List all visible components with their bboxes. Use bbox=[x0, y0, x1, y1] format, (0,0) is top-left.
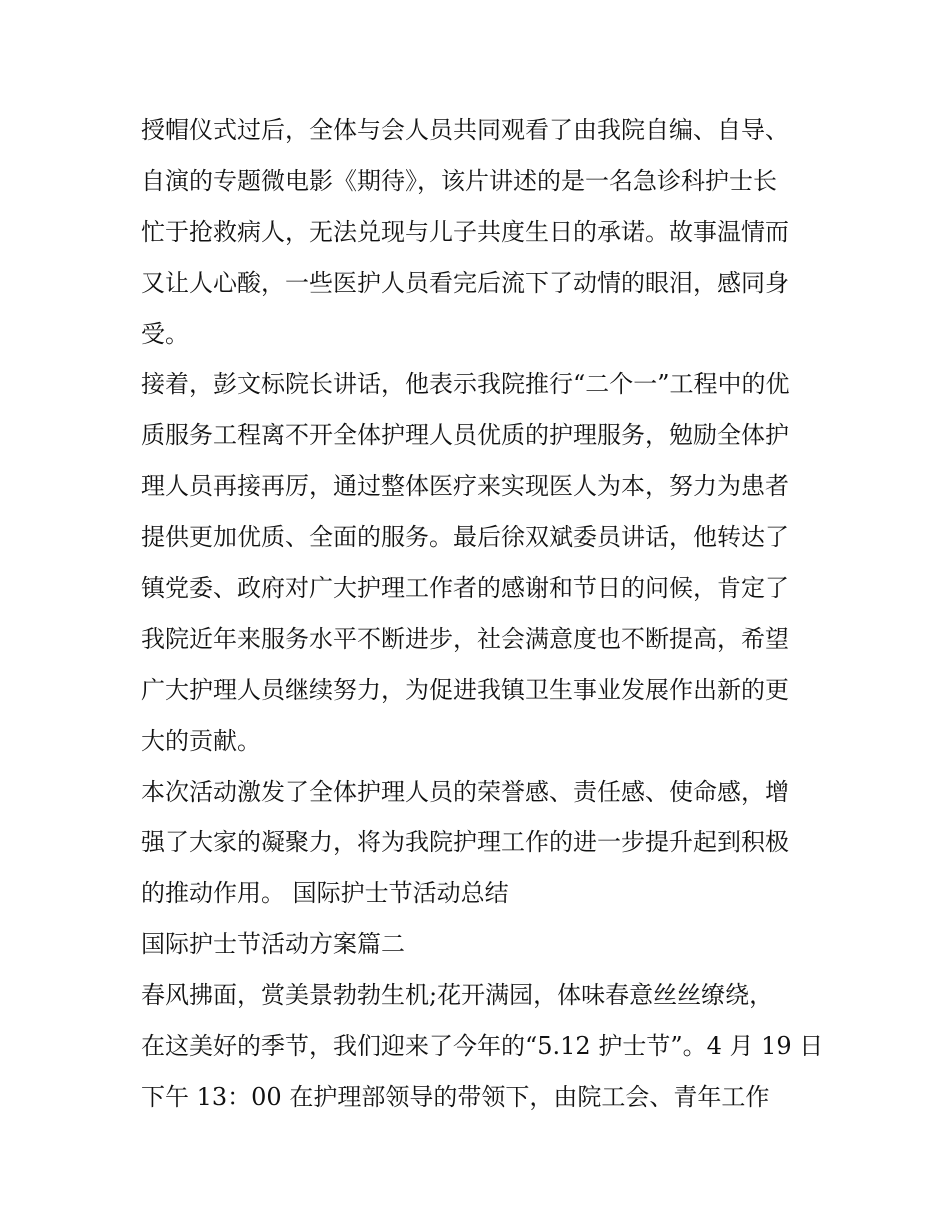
text-line: 忙于抢救病人，无法兑现与儿子共度生日的承诺。故事温情而 bbox=[141, 217, 789, 246]
text-line: 接着，彭文标院长讲话，他表示我院推行“二个一”工程中的优 bbox=[141, 370, 790, 399]
document-body bbox=[141, 105, 824, 1123]
text-line: 提供更加优质、全面的服务。最后徐双斌委员讲话，他转达了 bbox=[141, 523, 789, 552]
section-heading: 国际护士节活动方案篇二 bbox=[141, 930, 405, 959]
text-line: 在这美好的季节，我们迎来了今年的“5.12 护士节”。4 月 19 日 bbox=[141, 1032, 824, 1061]
text-line: 镇党委、政府对广大护理工作者的感谢和节日的问候，肯定了 bbox=[141, 574, 789, 603]
text-line: 本次活动激发了全体护理人员的荣誉感、责任感、使命感，增 bbox=[141, 777, 789, 806]
text-line: 授帽仪式过后，全体与会人员共同观看了由我院自编、自导、 bbox=[141, 116, 789, 144]
text-line: 下午 13：00 在护理部领导的带领下，由院工会、青年工作 bbox=[141, 1082, 770, 1111]
text-line: 又让人心酸，一些医护人员看完后流下了动情的眼泪，感同身 bbox=[141, 268, 789, 297]
text-line: 质服务工程离不开全体护理人员优质的护理服务，勉励全体护 bbox=[141, 421, 789, 450]
text-line: 强了大家的凝聚力，将为我院护理工作的进一步提升起到积极 bbox=[141, 828, 789, 857]
text-line: 广大护理人员继续努力，为促进我镇卫生事业发展作出新的更 bbox=[141, 675, 789, 704]
text-line: 的推动作用。 国际护士节活动总结 bbox=[141, 879, 509, 908]
text-line: 自演的专题微电影《期待》，该片讲述的是一名急诊科护士长 bbox=[141, 166, 777, 195]
text-line: 我院近年来服务水平不断进步，社会满意度也不断提高，希望 bbox=[141, 624, 789, 653]
text-line: 大的贡献。 bbox=[141, 726, 261, 755]
text-line: 受。 bbox=[141, 319, 189, 348]
text-line: 春风拂面，赏美景勃勃生机;花开满园，体味春意丝丝缭绕， bbox=[141, 981, 774, 1010]
text-line: 理人员再接再厉，通过整体医疗来实现医人为本，努力为患者 bbox=[141, 472, 789, 501]
